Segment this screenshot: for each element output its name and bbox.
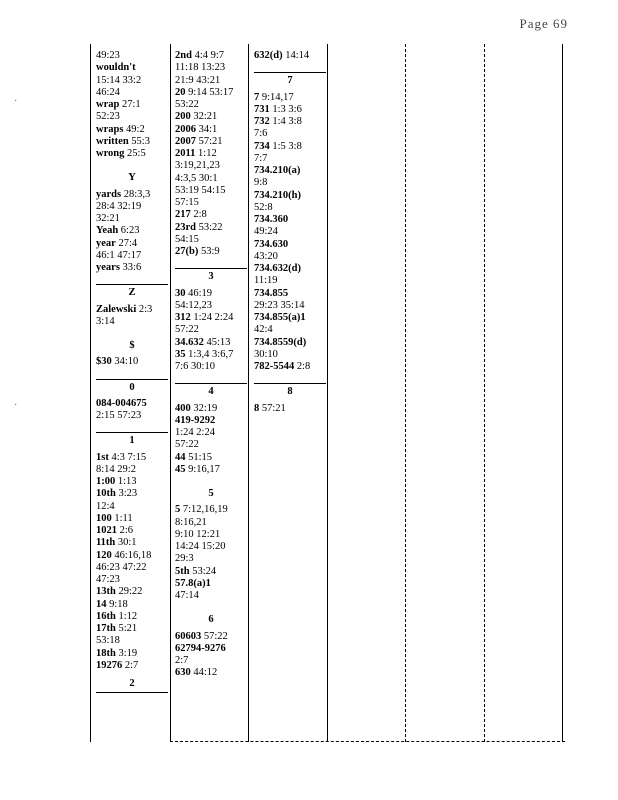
index-entry-continuation (254, 226, 326, 238)
index-entry (254, 104, 326, 116)
index-page-refs: 55:3 (131, 135, 150, 147)
index-entry (175, 312, 247, 324)
index-entry (175, 452, 247, 464)
index-entry (96, 238, 168, 250)
index-term: 13th (96, 586, 116, 598)
section-letter-heading: 8 (254, 383, 326, 398)
index-column-1 (96, 50, 168, 693)
index-page-refs: 2:7 (124, 659, 139, 671)
index-entry (175, 504, 247, 516)
index-entry (254, 141, 326, 153)
index-page-refs: 9:16,17 (188, 463, 220, 475)
index-entry-continuation (175, 75, 247, 87)
index-entry (175, 566, 247, 578)
column-rule (248, 44, 249, 742)
index-page-refs: 4:4 9:7 (194, 50, 225, 61)
index-term: 732 (254, 116, 270, 127)
index-entry (175, 124, 247, 136)
index-page-refs: 1:12 (198, 148, 217, 159)
margin-mark: · (14, 400, 18, 411)
index-entry (175, 667, 247, 679)
index-page-refs: 1:5 3:8 (272, 140, 302, 152)
index-entry (96, 452, 168, 464)
index-term: 57.8(a)1 (175, 577, 211, 589)
index-term: 1st (96, 451, 109, 463)
index-entry (96, 537, 168, 549)
index-entry-continuation (96, 316, 168, 328)
index-term: yards (96, 188, 122, 200)
index-page-refs: 53:18 (96, 635, 120, 647)
index-page-refs: 1:3,4 3:6,7 (188, 348, 234, 360)
index-page-refs: 8:14 29:2 (96, 463, 136, 475)
index-page-refs: 28:3,3 (123, 188, 151, 200)
index-entry-continuation (175, 62, 247, 74)
index-entry-continuation (175, 439, 247, 451)
index-entry-continuation (254, 251, 326, 263)
index-term: 11th (96, 537, 116, 549)
index-page-refs: 3:19,21,23 (175, 160, 220, 172)
column-rule (90, 44, 91, 742)
index-entry (96, 611, 168, 623)
index-entry (175, 631, 247, 643)
index-page-refs: 47:14 (175, 590, 199, 601)
index-page-refs: 8:16,21 (175, 516, 207, 528)
index-page-refs: 2:8 (296, 361, 311, 372)
index-entry (175, 464, 247, 476)
index-entry (96, 62, 168, 74)
index-term: 60603 (175, 630, 202, 642)
index-page-refs: 1:24 2:24 (175, 427, 215, 438)
index-page-refs: 45:13 (206, 336, 231, 348)
index-entry-continuation (96, 50, 168, 62)
index-term: 8 (254, 402, 260, 414)
index-entry (175, 288, 247, 300)
index-entry-continuation (96, 574, 168, 586)
index-entry-continuation (96, 562, 168, 574)
index-page-refs: 9:8 (254, 177, 268, 189)
index-entry-continuation (175, 300, 247, 312)
index-entry (175, 415, 247, 427)
index-entry (96, 99, 168, 111)
index-page-refs: 57:22 (175, 439, 199, 451)
index-entry (96, 476, 168, 488)
index-entry (254, 403, 326, 415)
index-entry-continuation (175, 529, 247, 541)
index-term: wrong (96, 148, 125, 159)
index-term: 45 (175, 463, 186, 475)
index-entry-continuation (254, 300, 326, 312)
index-page-refs: 32:19 (193, 402, 218, 414)
index-entry-continuation (96, 501, 168, 513)
index-entry-continuation (175, 517, 247, 529)
index-entry-continuation (254, 275, 326, 287)
column-rule (562, 44, 563, 742)
index-term: 10th (96, 488, 116, 500)
index-entry-continuation (175, 655, 247, 667)
index-page-refs: 3:19 (118, 647, 138, 659)
index-term: 1:00 (96, 476, 116, 487)
column-rule (405, 44, 406, 742)
index-entry-continuation (175, 197, 247, 209)
index-column-3 (254, 50, 326, 415)
index-page-refs: 57:21 (261, 402, 286, 414)
index-entry (96, 356, 168, 368)
index-entry-continuation (175, 234, 247, 246)
index-page-refs: 52:23 (96, 111, 120, 123)
section-letter-heading: 2 (96, 678, 168, 693)
index-page-refs: 32:21 (96, 213, 120, 224)
index-entry-continuation (175, 99, 247, 111)
index-entry-continuation (96, 250, 168, 262)
index-entry (254, 190, 326, 202)
section-letter-heading: $ (129, 340, 135, 351)
index-page-refs: 2:6 (119, 525, 134, 536)
index-page-refs: 57:15 (175, 197, 199, 208)
index-term: 27(b) (175, 246, 199, 257)
index-entry (96, 513, 168, 525)
index-page-refs: 4:3 7:15 (111, 451, 147, 463)
index-page-refs: 12:4 (96, 500, 115, 512)
index-page-refs: 49:23 (96, 50, 120, 61)
index-entry-continuation (96, 87, 168, 99)
index-page-refs: 11:19 (254, 275, 278, 287)
index-term: 734.632(d) (254, 263, 301, 274)
index-entry-continuation (175, 553, 247, 565)
index-entry (96, 225, 168, 237)
index-entry (96, 148, 168, 160)
index-page-refs: 33:6 (122, 262, 142, 273)
section-letter-heading: Y (128, 172, 136, 184)
index-term: 734.630 (254, 238, 289, 250)
index-term: wrap (96, 99, 120, 110)
index-page-refs: 14:24 15:20 (175, 541, 226, 552)
index-entry (96, 189, 168, 201)
index-page-refs: 6:23 (120, 225, 140, 237)
index-page-refs: 11:18 13:23 (175, 62, 226, 74)
index-entry-continuation (254, 202, 326, 214)
index-term: 312 (175, 312, 191, 323)
index-page-refs: 9:10 12:21 (175, 528, 221, 540)
index-term: 217 (175, 209, 191, 221)
index-page-refs: 42:4 (254, 324, 273, 336)
index-page-refs: 7:6 30:10 (175, 361, 215, 372)
index-entry-continuation (175, 173, 247, 185)
index-entry (96, 136, 168, 148)
index-page-refs: 44:12 (193, 667, 218, 679)
index-column-2 (175, 50, 247, 680)
index-page-refs: 54:12,23 (175, 299, 213, 311)
bottom-rule (170, 741, 565, 742)
index-entry (175, 136, 247, 148)
index-page-refs: 4:3,5 30:1 (175, 172, 218, 184)
index-entry (175, 87, 247, 99)
index-page-refs: 53:22 (198, 221, 223, 233)
index-page-refs: 47:23 (96, 574, 120, 585)
index-term: 20 (175, 86, 186, 98)
index-entry (175, 578, 247, 590)
index-entry (96, 550, 168, 562)
index-page-refs: 53:24 (192, 565, 217, 577)
index-page-refs: 28:4 32:19 (96, 200, 142, 212)
index-entry (96, 525, 168, 537)
index-term: 62794-9276 (175, 642, 226, 654)
index-entry (254, 214, 326, 226)
index-page-refs: 14:14 (285, 50, 310, 61)
index-term: 16th (96, 610, 116, 622)
index-term: 2006 (175, 123, 196, 135)
section-letter-heading: 6 (208, 614, 214, 626)
index-page-refs: 57:22 (175, 324, 199, 336)
index-term: 100 (96, 512, 112, 524)
index-page-refs: 57:22 (203, 630, 228, 642)
index-page-refs: 1:3 3:6 (272, 103, 302, 115)
index-entry (175, 111, 247, 123)
column-rule (484, 44, 485, 742)
index-entry-continuation (96, 635, 168, 647)
index-page-refs: 3:23 (118, 488, 138, 500)
index-term: Zalewski (96, 303, 137, 315)
index-term: 734.855 (254, 287, 289, 299)
section-letter-heading: 5 (208, 488, 214, 499)
index-entry (254, 312, 326, 324)
index-entry-continuation (175, 185, 247, 197)
index-entry (96, 623, 168, 635)
index-term: 2011 (175, 148, 196, 159)
index-page-refs: 3:14 (96, 315, 115, 327)
index-entry (254, 361, 326, 373)
index-entry-continuation (175, 361, 247, 373)
index-entry (96, 488, 168, 500)
index-term: 5 (175, 504, 181, 516)
index-entry (254, 116, 326, 128)
index-term: Yeah (96, 225, 119, 237)
index-term: 2nd (175, 50, 192, 61)
index-page-refs: 57:21 (198, 135, 223, 147)
index-page-refs: 46:23 47:22 (96, 561, 147, 573)
index-entry (175, 209, 247, 221)
index-page-refs: 29:3 (175, 553, 194, 565)
index-entry (175, 222, 247, 234)
column-rule (327, 44, 328, 742)
index-page-refs: 2:3 (138, 303, 153, 315)
index-page-refs: 7:7 (254, 152, 268, 164)
index-term: 734.855(a)1 (254, 312, 306, 323)
index-page-refs: 53:9 (200, 246, 220, 257)
index-page-refs: 1:4 3:8 (272, 116, 302, 127)
index-entry (96, 304, 168, 316)
index-page-refs: 32:21 (193, 111, 218, 123)
index-entry (96, 124, 168, 136)
index-page-refs: 27:1 (121, 99, 141, 110)
index-entry-continuation (96, 213, 168, 225)
index-page-refs: 25:5 (127, 148, 146, 159)
index-term: years (96, 262, 120, 273)
index-term: 782-5544 (254, 361, 295, 372)
index-term: 30 (175, 287, 186, 299)
index-term: written (96, 135, 129, 147)
index-page-refs: 7:12,16,19 (182, 504, 228, 516)
index-entry (254, 165, 326, 177)
index-page-refs: 1:13 (117, 476, 137, 487)
index-term: 7 (254, 91, 260, 103)
index-page-refs: 46:16,18 (114, 549, 152, 561)
index-entry-continuation (175, 541, 247, 553)
index-page-refs: 1:12 (118, 610, 138, 622)
index-term: 34.632 (175, 336, 204, 348)
index-page-refs: 1:24 2:24 (193, 312, 234, 323)
section-letter-heading: 3 (175, 268, 247, 283)
index-entry (175, 50, 247, 62)
index-term: 120 (96, 549, 112, 561)
index-page-refs: 9:14 53:17 (188, 86, 234, 98)
index-entry-continuation (96, 75, 168, 87)
section-letter-heading: Z (96, 284, 168, 299)
index-entry-continuation (175, 324, 247, 336)
index-term: 731 (254, 103, 270, 115)
index-entry (96, 660, 168, 672)
index-term: 14 (96, 598, 107, 610)
index-page-refs: 30:1 (117, 537, 137, 549)
index-entry-continuation (175, 590, 247, 602)
index-term: 19276 (96, 659, 123, 671)
index-term: 200 (175, 111, 191, 123)
index-entry-continuation (175, 160, 247, 172)
index-page-refs: 29:23 35:14 (254, 299, 305, 311)
index-entry (175, 349, 247, 361)
index-term: 734.8559(d) (254, 336, 307, 348)
index-term: 23rd (175, 221, 196, 233)
index-term: 2007 (175, 135, 196, 147)
margin-mark: · (14, 96, 18, 107)
index-term: 630 (175, 667, 191, 679)
index-page-refs: 49:24 (254, 226, 278, 238)
index-term: 5th (175, 565, 190, 577)
index-term: 632(d) (254, 50, 283, 61)
index-entry (254, 337, 326, 349)
section-letter-heading: 7 (254, 72, 326, 87)
index-entry (96, 599, 168, 611)
index-page-refs: 21:9 43:21 (175, 74, 221, 86)
index-page-refs: 27:4 (118, 237, 138, 249)
index-term: wraps (96, 123, 124, 135)
index-page-refs: 53:22 (175, 99, 199, 110)
index-entry-continuation (254, 349, 326, 361)
index-term: 734.360 (254, 214, 289, 225)
index-entry-continuation (96, 410, 168, 422)
index-term: 084-004675 (96, 397, 147, 409)
index-term: year (96, 237, 116, 249)
page-label: Page 69 (519, 16, 568, 31)
index-page-refs: 53:19 54:15 (175, 184, 226, 196)
section-letter-heading: 0 (96, 379, 168, 394)
index-page-refs: 5:21 (118, 623, 138, 634)
index-term: wouldn't (96, 62, 136, 74)
index-term: 18th (96, 647, 116, 659)
index-page-refs: 2:7 (175, 655, 189, 666)
index-page-refs: 46:24 (96, 86, 120, 98)
index-page-refs: 1:11 (114, 512, 133, 524)
index-page-refs: 2:15 57:23 (96, 410, 142, 421)
index-entry (175, 148, 247, 160)
index-page-refs: 46:1 47:17 (96, 249, 142, 261)
index-entry-continuation (254, 153, 326, 165)
index-entry-continuation (175, 427, 247, 439)
index-term: 35 (175, 348, 186, 360)
index-page-refs: 7:6 (254, 128, 268, 140)
index-entry (175, 403, 247, 415)
column-rule (170, 44, 171, 742)
index-term: 419-9292 (175, 414, 216, 426)
index-page-refs: 34:10 (114, 356, 139, 368)
index-page-refs: 52:8 (254, 201, 273, 213)
index-term: 734 (254, 140, 270, 152)
index-entry (96, 398, 168, 410)
index-entry (175, 337, 247, 349)
index-term: 734.210(h) (254, 189, 301, 201)
index-page-refs: 49:2 (126, 123, 145, 135)
index-page-refs: 43:20 (254, 250, 278, 262)
index-entry (254, 288, 326, 300)
index-frame (90, 44, 563, 742)
index-page-refs: 29:22 (118, 586, 143, 598)
index-page-refs: 51:15 (188, 451, 213, 463)
index-term: 400 (175, 402, 191, 414)
index-page-refs: 9:14,17 (261, 91, 294, 103)
index-term: 1021 (96, 525, 117, 536)
index-term: $30 (96, 356, 112, 368)
index-entry-continuation (254, 128, 326, 140)
index-entry (96, 586, 168, 598)
index-entry (254, 263, 326, 275)
index-entry (175, 246, 247, 258)
index-page-refs: 15:14 33:2 (96, 74, 142, 86)
index-page-refs: 30:10 (254, 348, 278, 360)
index-page-refs: 9:18 (109, 598, 128, 610)
index-entry (175, 643, 247, 655)
index-entry (96, 648, 168, 660)
index-page-refs: 46:19 (188, 287, 213, 299)
section-letter-heading: 4 (175, 383, 247, 398)
index-entry (254, 239, 326, 251)
index-page-refs: 34:1 (198, 123, 218, 135)
index-entry-continuation (96, 464, 168, 476)
index-term: 734.210(a) (254, 165, 301, 176)
index-entry-continuation (254, 177, 326, 189)
index-entry-continuation (96, 201, 168, 213)
index-page-refs: 2:8 (193, 209, 207, 221)
index-entry (254, 92, 326, 104)
index-entry (96, 262, 168, 274)
index-page-refs: 54:15 (175, 233, 199, 245)
index-entry-continuation (96, 111, 168, 123)
index-entry-continuation (254, 324, 326, 336)
index-term: 44 (175, 451, 186, 463)
index-entry (254, 50, 326, 62)
section-letter-heading: 1 (96, 432, 168, 447)
index-term: 17th (96, 623, 116, 634)
